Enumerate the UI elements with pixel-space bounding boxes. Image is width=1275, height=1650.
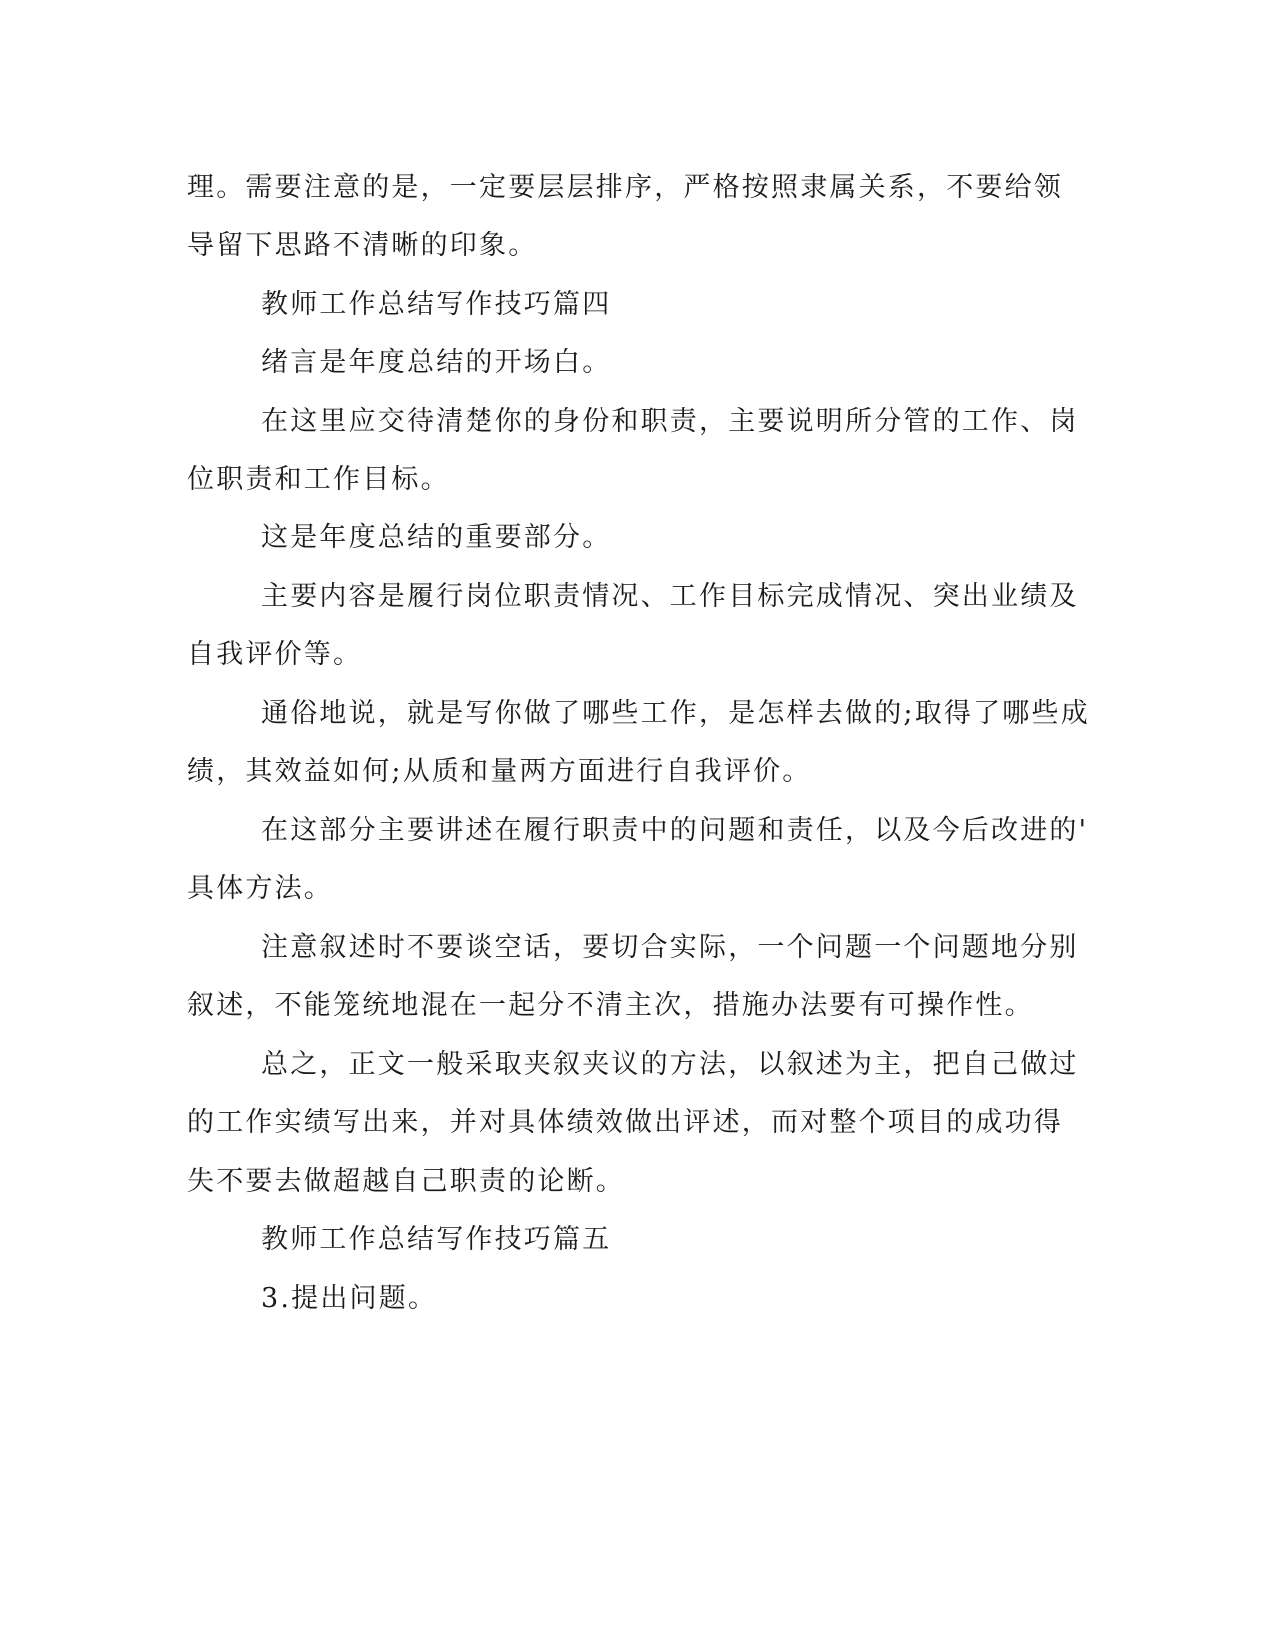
- section-heading: 教师工作总结写作技巧篇四: [261, 289, 612, 320]
- paragraph-line: 位职责和工作目标。: [187, 464, 450, 495]
- paragraph-line: 绪言是年度总结的开场白。: [261, 347, 612, 378]
- paragraph-line: 理。需要注意的是，一定要层层排序，严格按照隶属关系，不要给领: [187, 172, 1063, 203]
- paragraph-line: 在这部分主要讲述在履行职责中的问题和责任，以及今后改进的': [261, 815, 1089, 846]
- paragraph-line: 导留下思路不清晰的印象。: [187, 230, 538, 261]
- paragraph-line: 失不要去做超越自己职责的论断。: [187, 1166, 625, 1197]
- paragraph-line: 总之，正文一般采取夹叙夹议的方法，以叙述为主，把自己做过: [261, 1049, 1079, 1080]
- section-heading: 教师工作总结写作技巧篇五: [261, 1224, 612, 1255]
- paragraph-line: 主要内容是履行岗位职责情况、工作目标完成情况、突出业绩及: [261, 581, 1079, 612]
- paragraph-line: 通俗地说，就是写你做了哪些工作，是怎样去做的;取得了哪些成: [261, 698, 1090, 729]
- paragraph-line: 绩，其效益如何;从质和量两方面进行自我评价。: [187, 756, 812, 787]
- paragraph-line: 的工作实绩写出来，并对具体绩效做出评述，而对整个项目的成功得: [187, 1107, 1063, 1138]
- paragraph-line: 这是年度总结的重要部分。: [261, 522, 612, 553]
- paragraph-line: 叙述，不能笼统地混在一起分不清主次，措施办法要有可操作性。: [187, 990, 1034, 1021]
- paragraph-line: 自我评价等。: [187, 639, 363, 670]
- paragraph-line: 具体方法。: [187, 873, 333, 904]
- paragraph-line: 注意叙述时不要谈空话，要切合实际，一个问题一个问题地分别: [261, 932, 1079, 963]
- paragraph-line: 3.提出问题。: [261, 1283, 438, 1314]
- paragraph-line: 在这里应交待清楚你的身份和职责，主要说明所分管的工作、岗: [261, 406, 1079, 437]
